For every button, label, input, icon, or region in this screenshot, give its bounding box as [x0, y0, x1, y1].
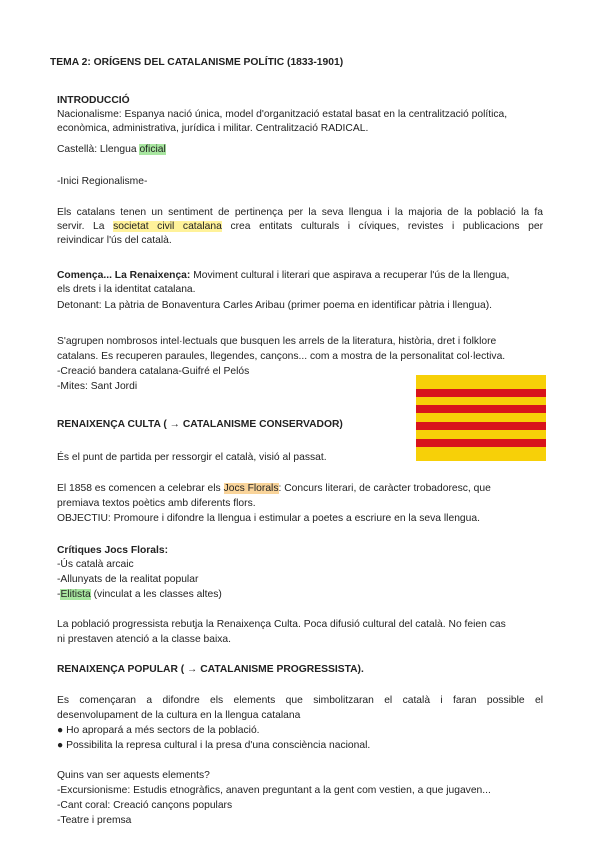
renaixenca-line: els drets i la identitat catalana.	[57, 284, 196, 295]
text: servir. La	[57, 221, 114, 232]
renaixenca-line: Detonant: La pàtria de Bonaventura Carles Aribau (primer poema en identificar pàtria i llengua).	[57, 300, 493, 311]
list-item: -Ús català arcaic	[57, 559, 134, 570]
intro-line: econòmica, administrativa, jurídica i militar. Centralització RADICAL.	[57, 123, 369, 134]
highlight-jocs-florals: Jocs Florals	[223, 483, 279, 494]
list-item: -Excursionisme: Estudis etnogràfics, anaven preguntant a la gent com vestien, a que jugaven...	[57, 785, 491, 796]
highlight-elitista: Elitista	[60, 589, 91, 600]
question-line: Quins van ser aquests elements?	[57, 770, 210, 781]
critiques-heading: Crítiques Jocs Florals:	[57, 545, 169, 556]
highlight-oficial: oficial	[139, 144, 166, 155]
document-title: TEMA 2: ORÍGENS DEL CATALANISME POLÍTIC (1833-1901)	[50, 57, 344, 68]
regionalisme-label: -Inici Regionalisme-	[57, 176, 148, 187]
bullet-item: ● Ho apropará a més sectors de la població.	[57, 725, 260, 736]
culta-line	[57, 482, 491, 495]
popular-heading: RENAIXENÇA POPULAR ( → CATALANISME PROGRESSISTA).	[57, 664, 364, 675]
paragraph-line: La població progressista rebutja la Renaixença Culta. Poca difusió cultural del català. No feien cas	[57, 619, 506, 630]
paragraph-line: Els catalans tenen un sentiment de pertinença per la seva llengua i la majoria de la població la fa	[57, 207, 543, 218]
list-item: -Creació bandera catalana-Guifré el Pelós	[57, 366, 250, 377]
flag-stripe	[416, 389, 546, 397]
flag-stripe	[416, 405, 546, 413]
paragraph-line: ni prestaven atenció a la classe baixa.	[57, 634, 232, 645]
catalan-flag-image	[416, 375, 546, 461]
text: crea entitats culturals i cíviques, revistes i publicacions per	[221, 221, 543, 232]
paragraph-line: desenvolupament de la cultura en la llengua catalana	[57, 710, 301, 721]
text: El 1858 es comencen a celebrar els	[57, 483, 224, 494]
list-item	[57, 588, 222, 601]
list-item: -Mites: Sant Jordi	[57, 381, 138, 392]
list-item: -Allunyats de la realitat popular	[57, 574, 199, 585]
paragraph-line: reivindicar l'ús del català.	[57, 235, 172, 246]
flag-stripe	[416, 422, 546, 430]
culta-line: premiava textos poètics amb diferents flors.	[57, 498, 256, 509]
paragraph-line: S'agrupen nombrosos intel·lectuals que busquen les arrels de la literatura, història, dret i folklore	[57, 336, 497, 347]
text: (vinculat a les classes altes)	[90, 589, 222, 600]
culta-line: És el punt de partida per ressorgir el català, visió al passat.	[57, 452, 327, 463]
text: Moviment cultural i literari que aspirava a recuperar l'ús de la llengua,	[190, 270, 510, 281]
flag-stripe	[416, 439, 546, 447]
bullet-item: ● Possibilita la represa cultural i la presa d'una consciència nacional.	[57, 740, 371, 751]
culta-line: OBJECTIU: Promoure i difondre la llengua i estimular a poetes a escriure en la seva llengua.	[57, 513, 480, 524]
text: Castellà: Llengua	[57, 144, 140, 155]
castella-line	[57, 143, 166, 156]
paragraph-line	[57, 220, 543, 233]
paragraph-line: Es començaran a difondre els elements que simbolitzaran el català i faran possible el	[57, 695, 543, 706]
text: -	[57, 589, 61, 600]
highlight-societat: societat civil catalana	[113, 221, 222, 232]
paragraph-line: catalans. Es recuperen paraules, llegendes, cançons... com a mostra de la personalitat col·lectiva.	[57, 351, 506, 362]
text: : Concurs literari, de caràcter trobadoresc, que	[278, 483, 491, 494]
renaixenca-line	[57, 269, 509, 282]
intro-heading: INTRODUCCIÓ	[57, 95, 130, 106]
list-item: -Teatre i premsa	[57, 815, 132, 826]
intro-line: Nacionalisme: Espanya nació única, model d'organització estatal basat en la centralització política,	[57, 109, 508, 120]
list-item: -Cant coral: Creació cançons populars	[57, 800, 233, 811]
culta-heading: RENAIXENÇA CULTA ( → CATALANISME CONSERVADOR)	[57, 419, 343, 430]
renaixenca-bold: Comença... La Renaixença:	[57, 270, 191, 281]
